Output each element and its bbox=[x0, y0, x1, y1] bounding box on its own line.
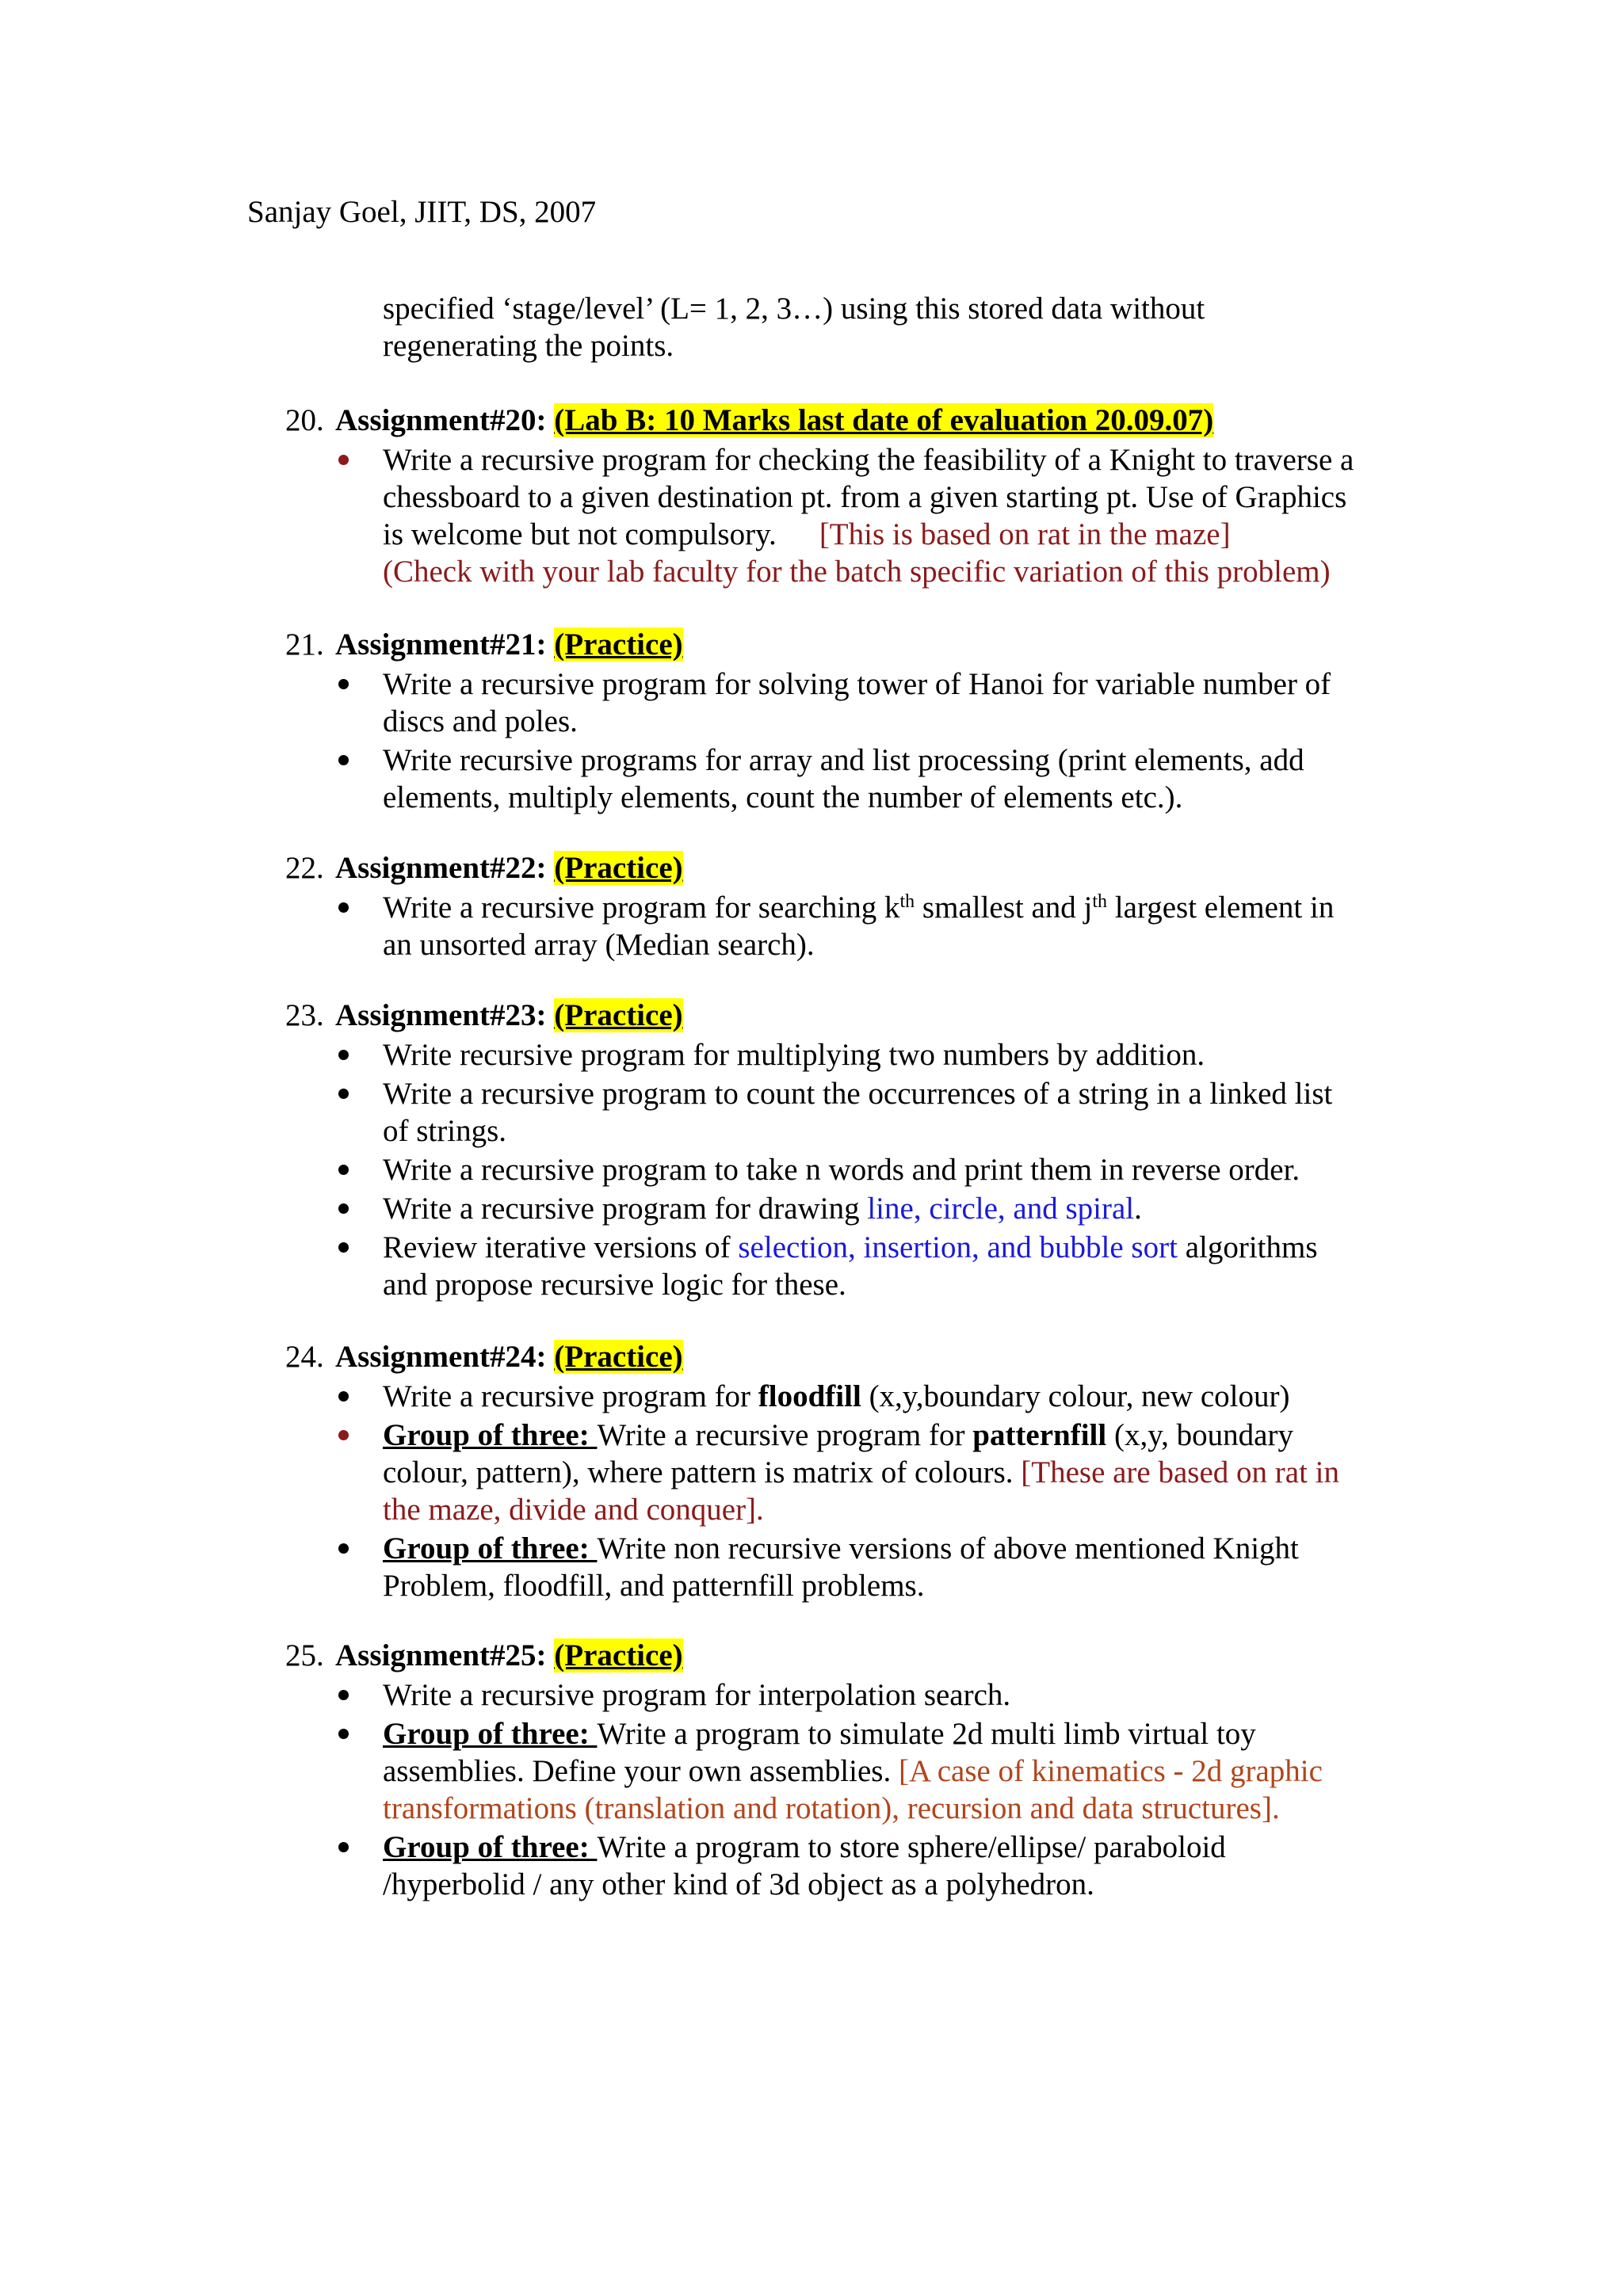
assignment-tag: (Practice) bbox=[554, 998, 683, 1032]
note-text: [A case of kinematics - 2d graphic bbox=[898, 1754, 1323, 1788]
assignment-number: 20. bbox=[285, 403, 324, 437]
assignment-name: Assignment#23: bbox=[335, 998, 547, 1032]
assignment-title bbox=[285, 626, 1474, 664]
bullet-icon bbox=[338, 1242, 349, 1253]
assignment-name: Assignment#25: bbox=[335, 1638, 547, 1672]
assignment-tag: (Practice) bbox=[554, 1340, 683, 1374]
task-item: Write recursive programs for array and list processing (print elements, add elements, multiply elements, count the number of elements etc.). bbox=[285, 742, 1474, 816]
bullet-icon bbox=[338, 1690, 349, 1700]
assignment-25 bbox=[285, 1637, 1474, 1903]
assignment-number: 21. bbox=[285, 627, 324, 662]
task-item: Group of three: Write a program to simulate 2d multi limb virtual toy assemblies. Define your own assemblies. [A case of kinematics - 2d graphic transformations (translation and rotation), recursion and data structures]. bbox=[285, 1715, 1474, 1827]
bullet-icon bbox=[338, 1430, 349, 1440]
assignment-name: Assignment#24: bbox=[335, 1340, 547, 1374]
assignment-name: Assignment#20: bbox=[335, 403, 547, 437]
task-item: Group of three: Write non recursive versions of above mentioned Knight Problem, floodfill, and patternfill problems. bbox=[285, 1530, 1474, 1604]
task-list bbox=[285, 441, 1474, 590]
task-item: Review iterative versions of selection, insertion, and bubble sort algorithms and propose recursive logic for these. bbox=[285, 1229, 1474, 1303]
task-item: Write a recursive program for drawing line, circle, and spiral. bbox=[285, 1190, 1474, 1227]
task-item: Write a recursive program to take n words and print them in reverse order. bbox=[285, 1151, 1474, 1188]
bullet-icon bbox=[338, 1729, 349, 1739]
task-item: Write a recursive program for floodfill (x,y,boundary colour, new colour) bbox=[285, 1378, 1474, 1415]
bullet-icon bbox=[338, 1050, 349, 1060]
assignment-tag: (Practice) bbox=[554, 1638, 683, 1672]
bullet-icon bbox=[338, 902, 349, 913]
task-list bbox=[285, 889, 1474, 963]
assignment-tag: (Practice) bbox=[554, 627, 683, 662]
bullet-icon bbox=[338, 1203, 349, 1214]
assignment-23 bbox=[285, 997, 1474, 1303]
continuation-line: specified ‘stage/level’ (L= 1, 2, 3…) using this stored data without bbox=[383, 292, 1205, 326]
assignment-title bbox=[285, 1338, 1474, 1376]
assignment-number: 24. bbox=[285, 1340, 324, 1374]
task-item: Write a recursive program for checking the feasibility of a Knight to traverse a chessboard to a given destination pt. from a given starting pt. Use of Graphics is welcome but not compulsory. [This is based on rat in the maze] (Check with your lab faculty for the batch specific variation of this problem) bbox=[285, 441, 1474, 590]
note-text: the maze, divide and conquer]. bbox=[383, 1493, 764, 1527]
highlighted-term: selection, insertion, and bubble sort bbox=[738, 1230, 1178, 1264]
task-item: Group of three: Write a program to store sphere/ellipse/ paraboloid /hyperbolid / any other kind of 3d object as a polyhedron. bbox=[285, 1829, 1474, 1903]
group-label: Group of three: bbox=[383, 1418, 598, 1452]
assignment-name: Assignment#21: bbox=[335, 627, 547, 662]
note-text: [This is based on rat in the maze] bbox=[819, 517, 1231, 551]
assignment-tag: (Practice) bbox=[554, 851, 683, 885]
assignment-title bbox=[285, 997, 1474, 1035]
task-list bbox=[285, 666, 1474, 816]
group-label: Group of three: bbox=[383, 1830, 598, 1864]
bullet-icon bbox=[338, 755, 349, 765]
continuation-line: regenerating the points. bbox=[383, 329, 674, 363]
bullet-icon bbox=[338, 1165, 349, 1175]
group-label: Group of three: bbox=[383, 1531, 598, 1566]
task-item: Write a recursive program for searching $k^{th}$ smallest and $j^{th}$ largest element in an unsorted array (Median search). bbox=[285, 889, 1474, 963]
assignment-number: 22. bbox=[285, 851, 324, 885]
note-text: transformations (translation and rotation), recursion and data structures]. bbox=[383, 1791, 1280, 1825]
highlighted-term: line, circle, and spiral bbox=[867, 1192, 1135, 1226]
assignment-20 bbox=[285, 402, 1474, 590]
task-item: Write a recursive program for solving tower of Hanoi for variable number of discs and poles. bbox=[285, 666, 1474, 740]
assignment-title bbox=[285, 402, 1474, 440]
continuation-text bbox=[383, 290, 1413, 364]
task-item: Group of three: Write a recursive program for patternfill (x,y, boundary colour, pattern), where pattern is matrix of colours. [These are based on rat in the maze, divide and conquer]. bbox=[285, 1417, 1474, 1528]
task-item: Write recursive program for multiplying two numbers by addition. bbox=[285, 1036, 1474, 1074]
bullet-icon bbox=[338, 1543, 349, 1554]
task-list bbox=[285, 1676, 1474, 1903]
assignment-title bbox=[285, 1637, 1474, 1675]
bullet-icon bbox=[338, 679, 349, 689]
note-text: (Check with your lab faculty for the batch specific variation of this problem) bbox=[383, 555, 1331, 589]
task-item: Write a recursive program for interpolation search. bbox=[285, 1676, 1474, 1714]
bullet-icon bbox=[338, 1391, 349, 1402]
task-list bbox=[285, 1378, 1474, 1604]
assignment-21 bbox=[285, 626, 1474, 816]
task-list bbox=[285, 1036, 1474, 1303]
note-text: [These are based on rat in bbox=[1021, 1455, 1339, 1489]
assignment-number: 23. bbox=[285, 998, 324, 1032]
task-item: Write a recursive program to count the occurrences of a string in a linked list of strings. bbox=[285, 1075, 1474, 1150]
page-header: Sanjay Goel, JIIT, DS, 2007 bbox=[247, 195, 597, 229]
assignment-24 bbox=[285, 1338, 1474, 1604]
group-label: Group of three: bbox=[383, 1717, 598, 1751]
assignment-name: Assignment#22: bbox=[335, 851, 547, 885]
bullet-icon bbox=[338, 455, 349, 465]
bullet-icon bbox=[338, 1842, 349, 1852]
bullet-icon bbox=[338, 1089, 349, 1099]
assignment-tag: (Lab B: 10 Marks last date of evaluation 20.09.07) bbox=[554, 403, 1214, 437]
assignment-title bbox=[285, 849, 1474, 887]
assignment-number: 25. bbox=[285, 1638, 324, 1672]
assignment-22 bbox=[285, 849, 1474, 963]
